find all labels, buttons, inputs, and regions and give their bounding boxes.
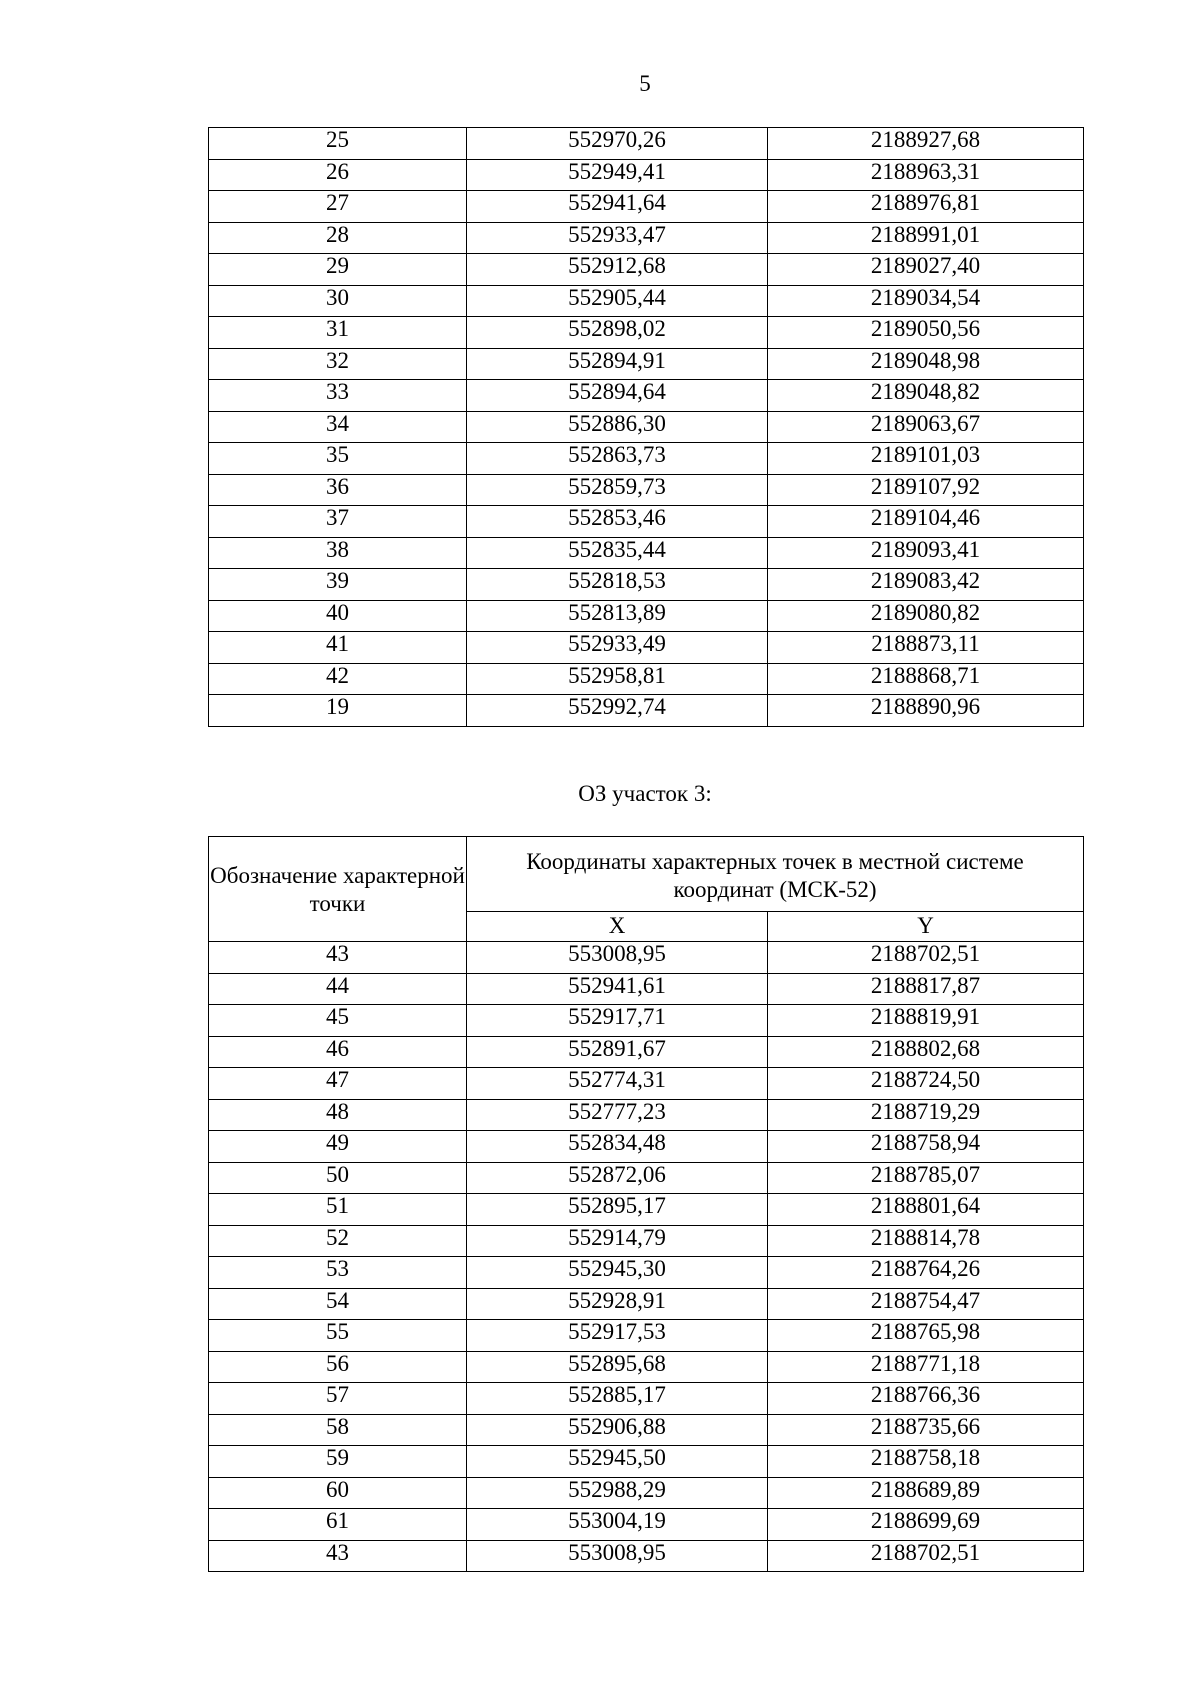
x-coordinate-cell: 552834,48 bbox=[467, 1131, 768, 1163]
point-number-cell: 40 bbox=[209, 600, 467, 632]
point-number-cell: 56 bbox=[209, 1351, 467, 1383]
x-coordinate-cell: 552774,31 bbox=[467, 1068, 768, 1100]
y-coordinate-cell: 2188724,50 bbox=[768, 1068, 1084, 1100]
table-row bbox=[209, 1540, 1084, 1572]
x-coordinate-cell: 552835,44 bbox=[467, 537, 768, 569]
table-row bbox=[209, 474, 1084, 506]
x-coordinate-cell: 552818,53 bbox=[467, 569, 768, 601]
y-coordinate-cell: 2188758,18 bbox=[768, 1446, 1084, 1478]
point-number-cell: 52 bbox=[209, 1225, 467, 1257]
point-number-cell: 51 bbox=[209, 1194, 467, 1226]
y-coordinate-cell: 2189080,82 bbox=[768, 600, 1084, 632]
table-row bbox=[209, 1099, 1084, 1131]
table-row bbox=[209, 380, 1084, 412]
table-row bbox=[209, 663, 1084, 695]
y-coordinate-cell: 2188802,68 bbox=[768, 1036, 1084, 1068]
table-row bbox=[209, 506, 1084, 538]
table-row bbox=[209, 1414, 1084, 1446]
point-number-cell: 48 bbox=[209, 1099, 467, 1131]
section-title: ОЗ участок 3: bbox=[578, 781, 712, 806]
y-coordinate-cell: 2189048,98 bbox=[768, 348, 1084, 380]
table-row bbox=[209, 1320, 1084, 1352]
table-row bbox=[209, 1005, 1084, 1037]
page-number: 5 bbox=[639, 71, 651, 96]
table-row bbox=[209, 1383, 1084, 1415]
table-row bbox=[209, 222, 1084, 254]
table-row bbox=[209, 1068, 1084, 1100]
table-row bbox=[209, 569, 1084, 601]
x-coordinate-cell: 552933,47 bbox=[467, 222, 768, 254]
x-coordinate-cell: 552813,89 bbox=[467, 600, 768, 632]
y-coordinate-cell: 2188814,78 bbox=[768, 1225, 1084, 1257]
y-coordinate-cell: 2188976,81 bbox=[768, 191, 1084, 223]
point-number-cell: 61 bbox=[209, 1509, 467, 1541]
y-coordinate-cell: 2188735,66 bbox=[768, 1414, 1084, 1446]
y-coordinate-cell: 2189063,67 bbox=[768, 411, 1084, 443]
x-coordinate-cell: 552988,29 bbox=[467, 1477, 768, 1509]
x-coordinate-cell: 552863,73 bbox=[467, 443, 768, 475]
point-number-cell: 41 bbox=[209, 632, 467, 664]
point-number-cell: 58 bbox=[209, 1414, 467, 1446]
x-coordinate-cell: 552905,44 bbox=[467, 285, 768, 317]
point-number-cell: 57 bbox=[209, 1383, 467, 1415]
x-coordinate-cell: 552941,61 bbox=[467, 973, 768, 1005]
table-row bbox=[209, 191, 1084, 223]
y-coordinate-cell: 2188764,26 bbox=[768, 1257, 1084, 1289]
point-number-cell: 38 bbox=[209, 537, 467, 569]
y-coordinate-cell: 2188817,87 bbox=[768, 973, 1084, 1005]
y-coordinate-cell: 2189093,41 bbox=[768, 537, 1084, 569]
table-row bbox=[209, 254, 1084, 286]
x-coordinate-cell: 553008,95 bbox=[467, 1540, 768, 1572]
point-number-cell: 35 bbox=[209, 443, 467, 475]
point-number-cell: 59 bbox=[209, 1446, 467, 1478]
y-coordinate-cell: 2188873,11 bbox=[768, 632, 1084, 664]
y-coordinate-cell: 2188927,68 bbox=[768, 128, 1084, 160]
x-coordinate-cell: 552917,53 bbox=[467, 1320, 768, 1352]
table-row bbox=[209, 942, 1084, 974]
x-coordinate-cell: 552894,91 bbox=[467, 348, 768, 380]
table-row bbox=[209, 317, 1084, 349]
x-coordinate-cell: 552906,88 bbox=[467, 1414, 768, 1446]
table-body bbox=[209, 942, 1084, 1572]
coordinates-table-section-3 bbox=[208, 836, 1084, 1572]
table-row bbox=[209, 1509, 1084, 1541]
y-coordinate-cell: 2188819,91 bbox=[768, 1005, 1084, 1037]
table-row bbox=[209, 600, 1084, 632]
table-row bbox=[209, 1194, 1084, 1226]
y-coordinate-cell: 2188699,69 bbox=[768, 1509, 1084, 1541]
x-coordinate-cell: 552891,67 bbox=[467, 1036, 768, 1068]
y-coordinate-cell: 2188868,71 bbox=[768, 663, 1084, 695]
point-number-cell: 49 bbox=[209, 1131, 467, 1163]
y-coordinate-cell: 2188702,51 bbox=[768, 1540, 1084, 1572]
y-coordinate-cell: 2188890,96 bbox=[768, 695, 1084, 727]
x-coordinate-cell: 552912,68 bbox=[467, 254, 768, 286]
point-number-cell: 46 bbox=[209, 1036, 467, 1068]
x-coordinate-cell: 552872,06 bbox=[467, 1162, 768, 1194]
x-coordinate-cell: 552886,30 bbox=[467, 411, 768, 443]
table-row bbox=[209, 285, 1084, 317]
y-coordinate-cell: 2189104,46 bbox=[768, 506, 1084, 538]
point-number-cell: 34 bbox=[209, 411, 467, 443]
x-coordinate-cell: 552945,30 bbox=[467, 1257, 768, 1289]
x-coordinate-cell: 552914,79 bbox=[467, 1225, 768, 1257]
x-coordinate-cell: 552992,74 bbox=[467, 695, 768, 727]
table-row bbox=[209, 1446, 1084, 1478]
y-coordinate-cell: 2188801,64 bbox=[768, 1194, 1084, 1226]
point-number-cell: 37 bbox=[209, 506, 467, 538]
y-coordinate-cell: 2188765,98 bbox=[768, 1320, 1084, 1352]
point-number-cell: 32 bbox=[209, 348, 467, 380]
point-number-cell: 54 bbox=[209, 1288, 467, 1320]
y-coordinate-cell: 2189107,92 bbox=[768, 474, 1084, 506]
point-number-cell: 36 bbox=[209, 474, 467, 506]
y-coordinate-cell: 2189034,54 bbox=[768, 285, 1084, 317]
x-coordinate-cell: 552853,46 bbox=[467, 506, 768, 538]
x-coordinate-cell: 552895,17 bbox=[467, 1194, 768, 1226]
point-number-cell: 25 bbox=[209, 128, 467, 160]
point-number-cell: 53 bbox=[209, 1257, 467, 1289]
point-number-cell: 27 bbox=[209, 191, 467, 223]
point-number-cell: 42 bbox=[209, 663, 467, 695]
table-row bbox=[209, 695, 1084, 727]
table-header-row bbox=[209, 837, 1084, 912]
point-number-cell: 29 bbox=[209, 254, 467, 286]
table-row bbox=[209, 1036, 1084, 1068]
table-body bbox=[209, 128, 1084, 727]
table-row bbox=[209, 973, 1084, 1005]
point-number-cell: 44 bbox=[209, 973, 467, 1005]
x-coordinate-cell: 552895,68 bbox=[467, 1351, 768, 1383]
point-number-cell: 33 bbox=[209, 380, 467, 412]
table-row bbox=[209, 128, 1084, 160]
y-coordinate-cell: 2188758,94 bbox=[768, 1131, 1084, 1163]
y-coordinate-cell: 2189101,03 bbox=[768, 443, 1084, 475]
x-coordinate-cell: 552933,49 bbox=[467, 632, 768, 664]
x-coordinate-cell: 552777,23 bbox=[467, 1099, 768, 1131]
y-coordinate-cell: 2188719,29 bbox=[768, 1099, 1084, 1131]
y-coordinate-cell: 2188785,07 bbox=[768, 1162, 1084, 1194]
x-coordinate-cell: 552928,91 bbox=[467, 1288, 768, 1320]
table-row bbox=[209, 1351, 1084, 1383]
x-coordinate-cell: 552958,81 bbox=[467, 663, 768, 695]
point-number-cell: 47 bbox=[209, 1068, 467, 1100]
coordinates-table-continued bbox=[208, 127, 1084, 727]
point-number-cell: 30 bbox=[209, 285, 467, 317]
y-coordinate-cell: 2189050,56 bbox=[768, 317, 1084, 349]
table-row bbox=[209, 1257, 1084, 1289]
point-number-cell: 55 bbox=[209, 1320, 467, 1352]
point-number-cell: 50 bbox=[209, 1162, 467, 1194]
x-coordinate-cell: 553008,95 bbox=[467, 942, 768, 974]
y-coordinate-cell: 2188689,89 bbox=[768, 1477, 1084, 1509]
x-coordinate-cell: 552885,17 bbox=[467, 1383, 768, 1415]
point-number-cell: 31 bbox=[209, 317, 467, 349]
coordinates-header: Координаты характерных точек в местной системе координат (МСК-52) bbox=[467, 837, 1084, 912]
point-number-cell: 28 bbox=[209, 222, 467, 254]
y-coordinate-cell: 2188963,31 bbox=[768, 159, 1084, 191]
point-number-cell: 45 bbox=[209, 1005, 467, 1037]
y-coordinate-cell: 2188766,36 bbox=[768, 1383, 1084, 1415]
y-coordinate-cell: 2189027,40 bbox=[768, 254, 1084, 286]
x-coordinate-cell: 552949,41 bbox=[467, 159, 768, 191]
table-row bbox=[209, 348, 1084, 380]
point-number-cell: 26 bbox=[209, 159, 467, 191]
y-coordinate-cell: 2189083,42 bbox=[768, 569, 1084, 601]
point-designation-header: Обозначение характерной точки bbox=[209, 837, 467, 942]
point-number-cell: 43 bbox=[209, 942, 467, 974]
table-row bbox=[209, 1288, 1084, 1320]
x-coordinate-cell: 552898,02 bbox=[467, 317, 768, 349]
y-coordinate-cell: 2188771,18 bbox=[768, 1351, 1084, 1383]
x-coordinate-cell: 552859,73 bbox=[467, 474, 768, 506]
point-number-cell: 39 bbox=[209, 569, 467, 601]
y-coordinate-cell: 2188754,47 bbox=[768, 1288, 1084, 1320]
table-row bbox=[209, 632, 1084, 664]
point-number-cell: 19 bbox=[209, 695, 467, 727]
table-row bbox=[209, 411, 1084, 443]
point-number-cell: 43 bbox=[209, 1540, 467, 1572]
x-coordinate-cell: 552945,50 bbox=[467, 1446, 768, 1478]
x-column-header: X bbox=[467, 912, 768, 942]
x-coordinate-cell: 553004,19 bbox=[467, 1509, 768, 1541]
x-coordinate-cell: 552970,26 bbox=[467, 128, 768, 160]
table-row bbox=[209, 443, 1084, 475]
y-column-header: Y bbox=[768, 912, 1084, 942]
y-coordinate-cell: 2188702,51 bbox=[768, 942, 1084, 974]
table-row bbox=[209, 1162, 1084, 1194]
table-row bbox=[209, 1225, 1084, 1257]
x-coordinate-cell: 552917,71 bbox=[467, 1005, 768, 1037]
table-row bbox=[209, 159, 1084, 191]
x-coordinate-cell: 552941,64 bbox=[467, 191, 768, 223]
table-row bbox=[209, 1477, 1084, 1509]
table-row bbox=[209, 537, 1084, 569]
y-coordinate-cell: 2188991,01 bbox=[768, 222, 1084, 254]
y-coordinate-cell: 2189048,82 bbox=[768, 380, 1084, 412]
x-coordinate-cell: 552894,64 bbox=[467, 380, 768, 412]
table-row bbox=[209, 1131, 1084, 1163]
point-number-cell: 60 bbox=[209, 1477, 467, 1509]
